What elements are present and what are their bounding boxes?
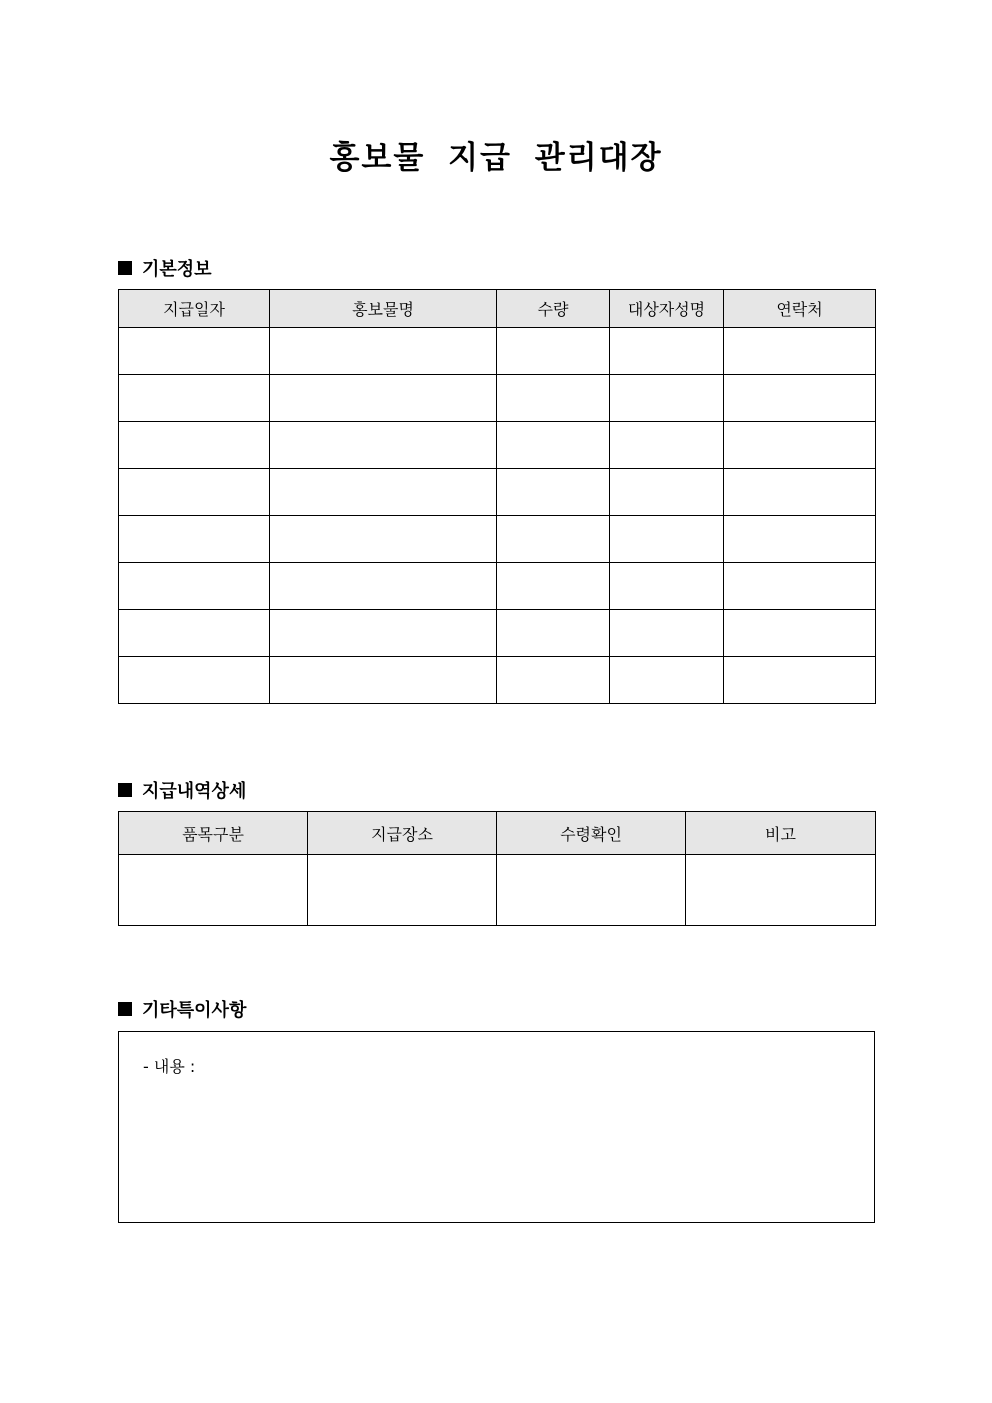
- table-cell[interactable]: [119, 855, 308, 926]
- table-cell[interactable]: [610, 563, 724, 610]
- section-heading-detail: [118, 777, 246, 803]
- section-heading-detail-label: 지급내역상세: [142, 781, 247, 802]
- table-cell[interactable]: [610, 516, 724, 563]
- table-header-row: [119, 812, 876, 855]
- table-cell[interactable]: [497, 328, 610, 375]
- table-cell[interactable]: [119, 469, 270, 516]
- column-header-receipt-confirm: 수령확인: [497, 812, 686, 855]
- table-cell[interactable]: [724, 422, 876, 469]
- table-cell[interactable]: [119, 516, 270, 563]
- table-cell[interactable]: [497, 563, 610, 610]
- column-header-contact: 연락처: [724, 290, 876, 328]
- detail-table: [118, 811, 876, 926]
- square-bullet-icon: [118, 1002, 132, 1016]
- table-cell[interactable]: [610, 657, 724, 704]
- table-row: [119, 657, 876, 704]
- table-cell[interactable]: [119, 610, 270, 657]
- table-cell[interactable]: [724, 610, 876, 657]
- column-header-recipient-name: 대상자성명: [610, 290, 724, 328]
- notes-box[interactable]: [118, 1031, 875, 1223]
- table-row: [119, 610, 876, 657]
- table-row: [119, 422, 876, 469]
- column-header-item-name: 홍보물명: [270, 290, 497, 328]
- table-cell[interactable]: [270, 422, 497, 469]
- table-cell[interactable]: [610, 375, 724, 422]
- table-cell[interactable]: [119, 422, 270, 469]
- table-row: [119, 516, 876, 563]
- table-cell[interactable]: [724, 469, 876, 516]
- table-cell[interactable]: [270, 375, 497, 422]
- table-cell[interactable]: [497, 657, 610, 704]
- table-cell[interactable]: [270, 328, 497, 375]
- table-cell[interactable]: [119, 375, 270, 422]
- table-cell[interactable]: [270, 610, 497, 657]
- square-bullet-icon: [118, 261, 132, 275]
- table-cell[interactable]: [270, 657, 497, 704]
- table-row: [119, 563, 876, 610]
- table-cell[interactable]: [686, 855, 876, 926]
- table-row: [119, 469, 876, 516]
- table-cell[interactable]: [119, 657, 270, 704]
- column-header-remarks: 비고: [686, 812, 876, 855]
- table-header-row: [119, 290, 876, 328]
- column-header-quantity: 수량: [497, 290, 610, 328]
- notes-content-label: - 내용 :: [143, 1057, 196, 1076]
- table-cell[interactable]: [497, 469, 610, 516]
- table-cell[interactable]: [610, 469, 724, 516]
- table-cell[interactable]: [270, 516, 497, 563]
- table-cell[interactable]: [724, 516, 876, 563]
- table-cell[interactable]: [308, 855, 497, 926]
- table-cell[interactable]: [610, 610, 724, 657]
- square-bullet-icon: [118, 783, 132, 797]
- table-cell[interactable]: [497, 422, 610, 469]
- table-cell[interactable]: [724, 563, 876, 610]
- table-cell[interactable]: [724, 375, 876, 422]
- section-heading-basic-label: 기본정보: [142, 259, 212, 280]
- section-heading-notes: [118, 996, 246, 1022]
- table-cell[interactable]: [610, 422, 724, 469]
- table-cell[interactable]: [724, 657, 876, 704]
- section-heading-notes-label: 기타특이사항: [142, 1000, 247, 1021]
- basic-info-table: [118, 289, 876, 704]
- table-cell[interactable]: [119, 328, 270, 375]
- table-cell[interactable]: [497, 855, 686, 926]
- column-header-category: 품목구분: [119, 812, 308, 855]
- page-title: 홍보물 지급 관리대장: [329, 140, 663, 176]
- column-header-location: 지급장소: [308, 812, 497, 855]
- table-row: [119, 328, 876, 375]
- table-cell[interactable]: [610, 328, 724, 375]
- table-cell[interactable]: [119, 563, 270, 610]
- table-row: [119, 375, 876, 422]
- table-cell[interactable]: [497, 610, 610, 657]
- table-row: [119, 855, 876, 926]
- table-cell[interactable]: [270, 563, 497, 610]
- table-cell[interactable]: [724, 328, 876, 375]
- table-cell[interactable]: [497, 516, 610, 563]
- section-heading-basic: [118, 255, 212, 281]
- column-header-date: 지급일자: [119, 290, 270, 328]
- table-cell[interactable]: [497, 375, 610, 422]
- table-cell[interactable]: [270, 469, 497, 516]
